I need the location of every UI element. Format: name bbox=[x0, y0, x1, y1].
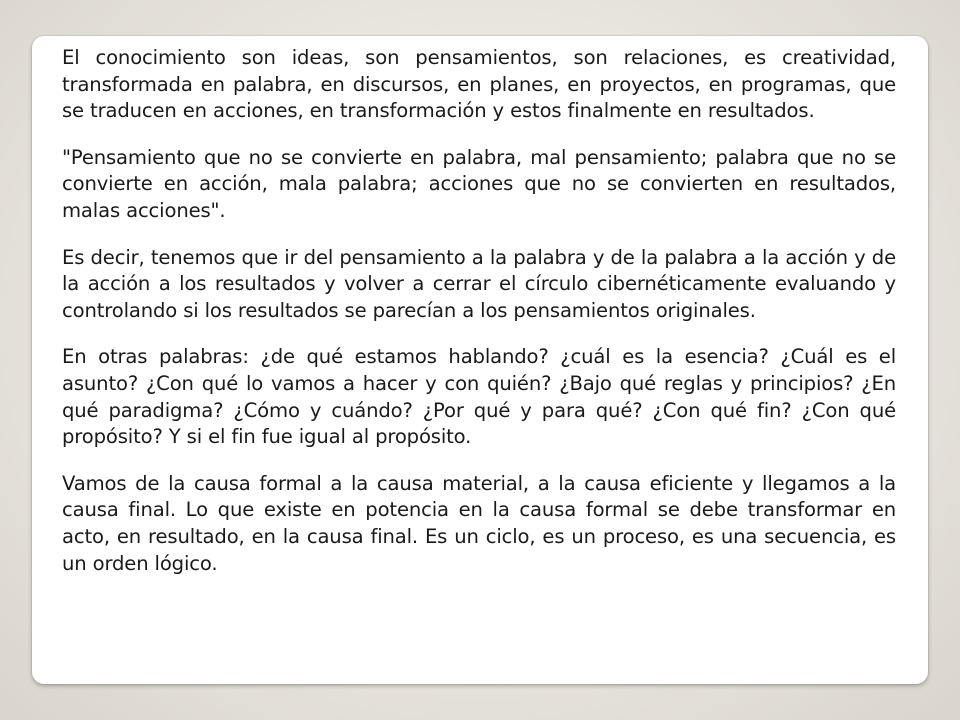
paragraph-causes: Vamos de la causa formal a la causa material, a la causa eficiente y llegamos a la causa final. Lo que existe en potencia en la causa formal se debe transformar en acto, en resultado, en la causa final. Es un ciclo, es un proceso, es una secuencia, es un orden lógico. bbox=[62, 471, 896, 575]
slide-text-card bbox=[32, 36, 928, 684]
paragraph-quote: "Pensamiento que no se convierte en palabra, mal pensamiento; palabra que no se convierte en acción, mala palabra; acciones que no se convierten en resultados, malas acciones". bbox=[62, 145, 896, 222]
paragraph-thought-to-action: Es decir, tenemos que ir del pensamiento a la palabra y de la palabra a la acción y de la acción a los resultados y volver a cerrar el círculo cibernéticamente evaluando y controlando si los resultados se parecían a los pensamientos originales. bbox=[62, 245, 896, 322]
paragraph-knowledge: El conocimiento son ideas, son pensamientos, son relaciones, es creatividad, transformada en palabra, en discursos, en planes, en proyectos, en programas, que se traducen en acciones, en transformación y estos finalmente en resultados. bbox=[62, 46, 896, 123]
paragraph-questions: En otras palabras: ¿de qué estamos hablando? ¿cuál es la esencia? ¿Cuál es el asunto? ¿Con qué lo vamos a hacer y con quién? ¿Bajo qué reglas y principios? ¿En qué paradigma? ¿Cómo y cuándo? ¿Por qué y para qué? ¿Con qué fin? ¿Con qué propósito? Y si el fin fue igual al propósito. bbox=[62, 345, 896, 449]
